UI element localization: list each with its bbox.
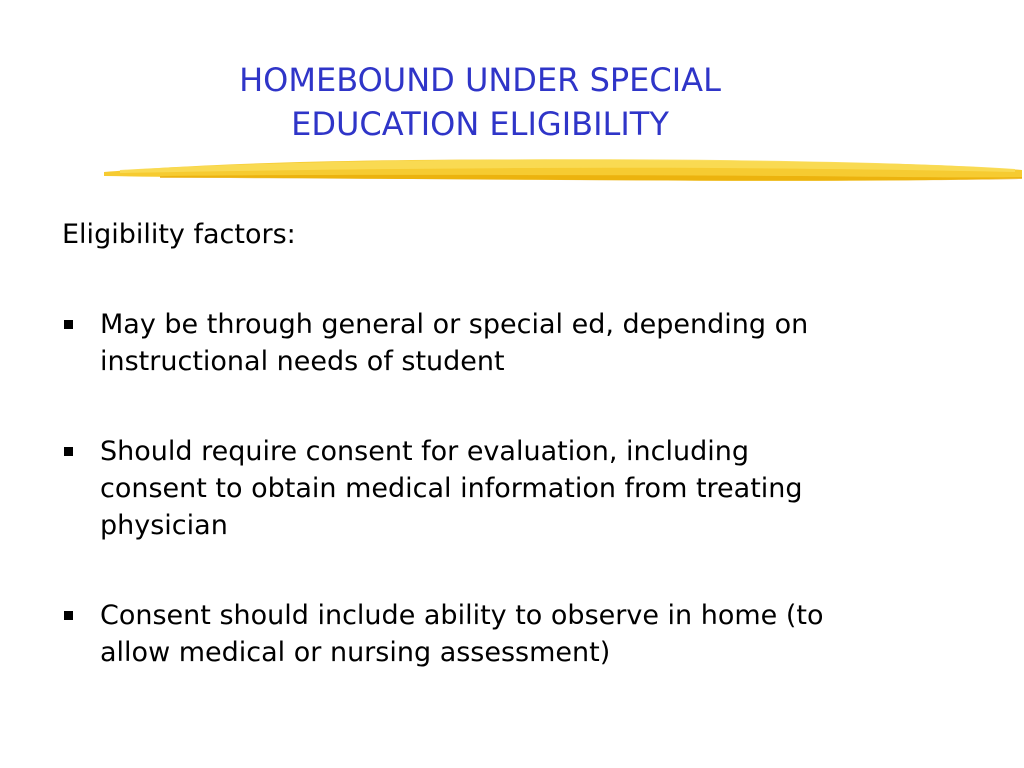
slide-title-line-1: HOMEBOUND UNDER SPECIAL: [239, 61, 721, 99]
bullet-text-line: allow medical or nursing assessment): [100, 637, 611, 668]
bullet-item: [62, 433, 962, 544]
bullet-text-line: physician: [100, 510, 228, 541]
slide-title-line-2: EDUCATION ELIGIBILITY: [291, 105, 669, 143]
bullet-text-line: consent to obtain medical information from treating: [100, 473, 803, 504]
bullet-text-line: May be through general or special ed, depending on: [100, 309, 809, 340]
slide-title: [130, 58, 830, 146]
bullet-list: [62, 306, 962, 671]
bullet-item: [62, 597, 962, 671]
square-bullet-icon: [64, 611, 73, 620]
title-underline-highlight: [100, 148, 1024, 190]
bullet-text-line: instructional needs of student: [100, 346, 505, 377]
bullet-text-line: Should require consent for evaluation, including: [100, 436, 749, 467]
eligibility-factors-heading: Eligibility factors:: [62, 219, 296, 250]
bullet-text-line: Consent should include ability to observe in home (to: [100, 600, 824, 631]
square-bullet-icon: [64, 320, 73, 329]
square-bullet-icon: [64, 447, 73, 456]
bullet-item: [62, 306, 962, 380]
